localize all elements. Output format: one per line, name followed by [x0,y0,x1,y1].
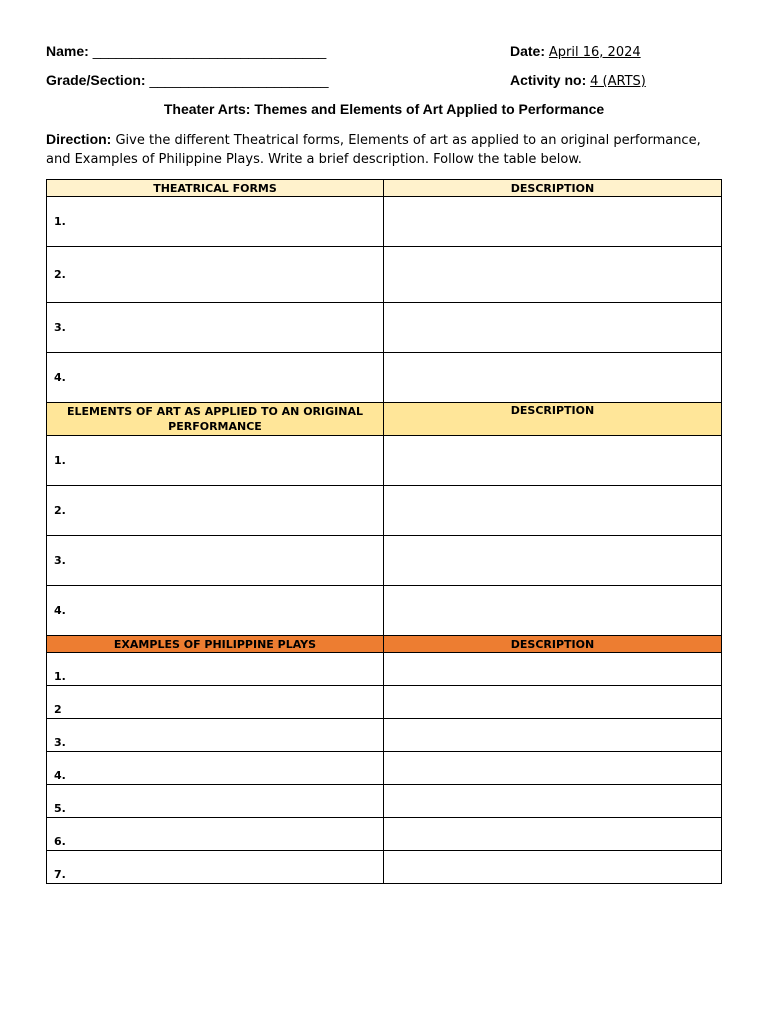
answer-cell[interactable] [47,785,384,818]
answer-cell[interactable] [47,536,384,586]
description-cell[interactable] [384,752,722,785]
answer-cell[interactable] [47,197,384,247]
description-cell[interactable] [384,197,722,247]
table-row [47,752,722,785]
description-heading: DESCRIPTION [384,180,722,197]
answer-cell[interactable] [47,752,384,785]
description-cell[interactable] [384,436,722,486]
table-row [47,353,722,403]
description-cell[interactable] [384,303,722,353]
row-number: 3. [54,554,66,567]
table-row [47,818,722,851]
grade-section-field [46,72,329,88]
section-heading: EXAMPLES OF PHILIPPINE PLAYS [47,636,384,653]
table-row [47,686,722,719]
description-cell[interactable] [384,851,722,884]
description-heading: DESCRIPTION [384,403,722,436]
answer-cell[interactable] [47,653,384,686]
row-number: 2. [54,268,66,281]
grade-section-label: Grade/Section: [46,72,146,88]
row-number: 1. [54,670,66,683]
description-cell[interactable] [384,818,722,851]
page-title: Theater Arts: Themes and Elements of Art Applied to Performance [163,101,605,117]
row-number: 4. [54,769,66,782]
activity-field [510,72,646,89]
name-label: Name: [46,43,89,59]
description-cell[interactable] [384,719,722,752]
section-heading: ELEMENTS OF ART AS APPLIED TO AN ORIGINAL PERFORMANCE [47,403,384,436]
row-number: 1. [54,215,66,228]
description-cell[interactable] [384,536,722,586]
table-row [47,197,722,247]
description-cell[interactable] [384,586,722,636]
direction-paragraph [46,130,726,169]
worksheet-table [46,179,722,884]
table-row [47,436,722,486]
table-row [47,486,722,536]
direction-text: Give the different Theatrical forms, Elements of art as applied to an original performance, and Examples of Philippine Plays. Write a brief description. Follow the table below. [46,133,701,167]
direction-label: Direction: [46,131,112,147]
answer-cell[interactable] [47,851,384,884]
table-row [47,785,722,818]
name-blank[interactable]: ______________________________ [92,43,327,59]
description-cell[interactable] [384,353,722,403]
description-cell[interactable] [384,247,722,303]
answer-cell[interactable] [47,719,384,752]
row-number: 2 [54,703,62,716]
row-number: 4. [54,371,66,384]
answer-cell[interactable] [47,586,384,636]
section-heading: THEATRICAL FORMS [47,180,384,197]
description-cell[interactable] [384,653,722,686]
activity-value: 4 (ARTS) [590,74,646,89]
table-row [47,586,722,636]
table-row [47,536,722,586]
table-row [47,653,722,686]
description-cell[interactable] [384,785,722,818]
description-heading: DESCRIPTION [384,636,722,653]
row-number: 5. [54,802,66,815]
answer-cell[interactable] [47,247,384,303]
answer-cell[interactable] [47,486,384,536]
answer-cell[interactable] [47,686,384,719]
date-label: Date: [510,43,546,59]
table-row [47,851,722,884]
section-header-row [47,180,722,197]
table-row [47,247,722,303]
grade-section-blank[interactable]: _______________________ [149,72,329,88]
answer-cell[interactable] [47,436,384,486]
answer-cell[interactable] [47,818,384,851]
name-field [46,43,326,59]
description-cell[interactable] [384,486,722,536]
activity-label: Activity no: [510,72,587,88]
row-number: 6. [54,835,66,848]
date-field [510,43,641,60]
row-number: 3. [54,321,66,334]
row-number: 1. [54,454,66,467]
row-number: 4. [54,604,66,617]
date-value: April 16, 2024 [548,45,641,60]
table-row [47,719,722,752]
row-number: 3. [54,736,66,749]
row-number: 7. [54,868,66,881]
row-number: 2. [54,504,66,517]
description-cell[interactable] [384,686,722,719]
section-header-row [47,403,722,436]
answer-cell[interactable] [47,353,384,403]
table-row [47,303,722,353]
answer-cell[interactable] [47,303,384,353]
section-header-row [47,636,722,653]
